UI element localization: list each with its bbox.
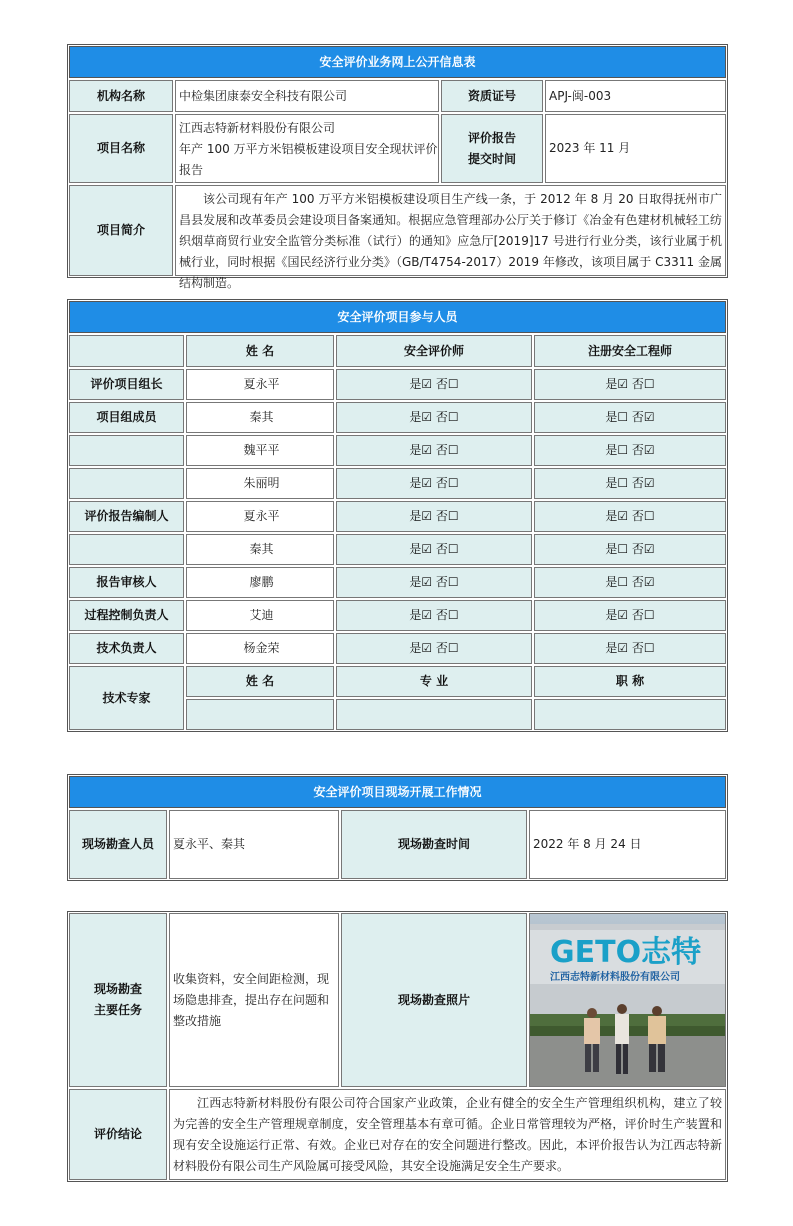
task-label-line2: 主要任务 [93,1003,142,1017]
report-time-label-line1: 评价报告 [467,130,516,145]
evaluator-checkbox: 是☑ 否☐ [336,534,532,565]
conclusion-label: 评价结论 [69,1089,167,1180]
survey-task-table [67,911,728,1182]
photo-sign-text: 江西志特新材料股份有限公司 [550,972,680,983]
engineer-checkbox: 是☐ 否☑ [534,402,726,433]
name-cell: 杨金荣 [186,633,334,664]
col-evaluator-header: 安全评价师 [336,335,532,367]
engineer-checkbox: 是☐ 否☑ [534,435,726,466]
site-photo [529,913,726,1087]
role-cell: 评价报告编制人 [69,501,184,532]
org-label: 机构名称 [69,80,173,112]
engineer-checkbox: 是☑ 否☐ [534,501,726,532]
cert-value: APJ-闽-003 [545,80,726,112]
expert-name-cell [186,699,334,730]
role-cell: 过程控制负责人 [69,600,184,631]
role-cell: 技术负责人 [69,633,184,664]
project-name-company: 江西志特新材料股份有限公司 [179,121,336,135]
engineer-checkbox: 是☐ 否☑ [534,567,726,598]
expert-col-title: 职 称 [534,666,726,697]
engineer-checkbox: 是☐ 否☑ [534,468,726,499]
project-value [175,114,439,183]
project-name-title: 年产 100 万平方米铝模板建设项目安全现状评价报告 [179,142,438,177]
survey-people-label: 现场勘查人员 [69,810,167,879]
engineer-checkbox: 是☑ 否☐ [534,600,726,631]
section2-title: 安全评价项目参与人员 [69,301,726,333]
evaluator-checkbox: 是☑ 否☐ [336,435,532,466]
section1-title: 安全评价业务网上公开信息表 [69,46,726,78]
intro-label: 项目简介 [69,185,173,276]
col-role-header [69,335,184,367]
task-value: 收集资料，安全间距检测，现场隐患排查，提出存在问题和整改措施 [169,913,339,1087]
name-cell: 夏永平 [186,369,334,400]
report-time-label-line2: 提交时间 [467,151,516,166]
survey-people-value: 夏永平、秦其 [169,810,339,879]
name-cell: 艾迪 [186,600,334,631]
name-cell: 廖鹏 [186,567,334,598]
evaluator-checkbox: 是☑ 否☐ [336,567,532,598]
role-cell [69,534,184,565]
engineer-checkbox: 是☐ 否☑ [534,534,726,565]
photo-label: 现场勘查照片 [341,913,527,1087]
role-cell: 项目组成员 [69,402,184,433]
task-label-line1: 现场勘查 [93,982,142,996]
photo-sign-logo: GETO志特 [550,935,702,970]
name-cell: 秦其 [186,534,334,565]
name-cell: 秦其 [186,402,334,433]
report-time-value: 2023 年 11 月 [545,114,726,183]
expert-title-cell [534,699,726,730]
survey-time-label: 现场勘查时间 [341,810,527,879]
survey-time-value: 2022 年 8 月 24 日 [529,810,726,879]
evaluator-checkbox: 是☑ 否☐ [336,633,532,664]
evaluator-checkbox: 是☑ 否☐ [336,468,532,499]
col-engineer-header: 注册安全工程师 [534,335,726,367]
role-cell: 评价项目组长 [69,369,184,400]
task-label [69,913,167,1087]
report-time-label [441,114,543,183]
name-cell: 魏平平 [186,435,334,466]
role-cell [69,435,184,466]
expert-col-major: 专 业 [336,666,532,697]
col-name-header: 姓 名 [186,335,334,367]
role-cell [69,468,184,499]
participants-table [67,299,728,732]
expert-col-name: 姓 名 [186,666,334,697]
expert-label: 技术专家 [69,666,184,730]
role-cell: 报告审核人 [69,567,184,598]
evaluator-checkbox: 是☑ 否☐ [336,600,532,631]
intro-text: 该公司现有年产 100 万平方米铝模板建设项目生产线一条，于 2012 年 8 月 20 日取得抚州市广昌县发展和改革委员会建设项目备案通知。根据应急管理部办公厅关于修订《冶金有色建材机械轻工纺织烟草商贸行业安全监管分类标准（试行）的通知》应急厅[2019]17 号进行行业分类，该行业属于机械行业，同时根据《国民经济行业分类》（GB/T4754-2017）2019 年修改，该项目属于 C3311 金属结构制造。 [175,185,726,276]
name-cell: 夏永平 [186,501,334,532]
section3-title: 安全评价项目现场开展工作情况 [69,776,726,808]
site-photo-image [530,914,725,1086]
evaluator-checkbox: 是☑ 否☐ [336,501,532,532]
cert-label: 资质证号 [441,80,543,112]
conclusion-text: 江西志特新材料股份有限公司符合国家产业政策，企业有健全的安全生产管理组织机构，建立了较为完善的安全生产管理规章制度，安全管理基本有章可循。企业日常管理较为严格，评价时生产装置和现有安全设施运行正常、有效。企业已对存在的安全问题进行整改。因此，本评价报告认为江西志特新材料股份有限公司生产风险属可接受风险，其安全设施满足安全生产要求。 [169,1089,726,1180]
public-info-table [67,44,728,290]
org-value: 中检集团康泰安全科技有限公司 [175,80,439,112]
engineer-checkbox: 是☑ 否☐ [534,369,726,400]
project-label: 项目名称 [69,114,173,183]
onsite-work-table [67,774,728,881]
name-cell: 朱丽明 [186,468,334,499]
evaluator-checkbox: 是☑ 否☐ [336,369,532,400]
evaluator-checkbox: 是☑ 否☐ [336,402,532,433]
expert-major-cell [336,699,532,730]
engineer-checkbox: 是☑ 否☐ [534,633,726,664]
